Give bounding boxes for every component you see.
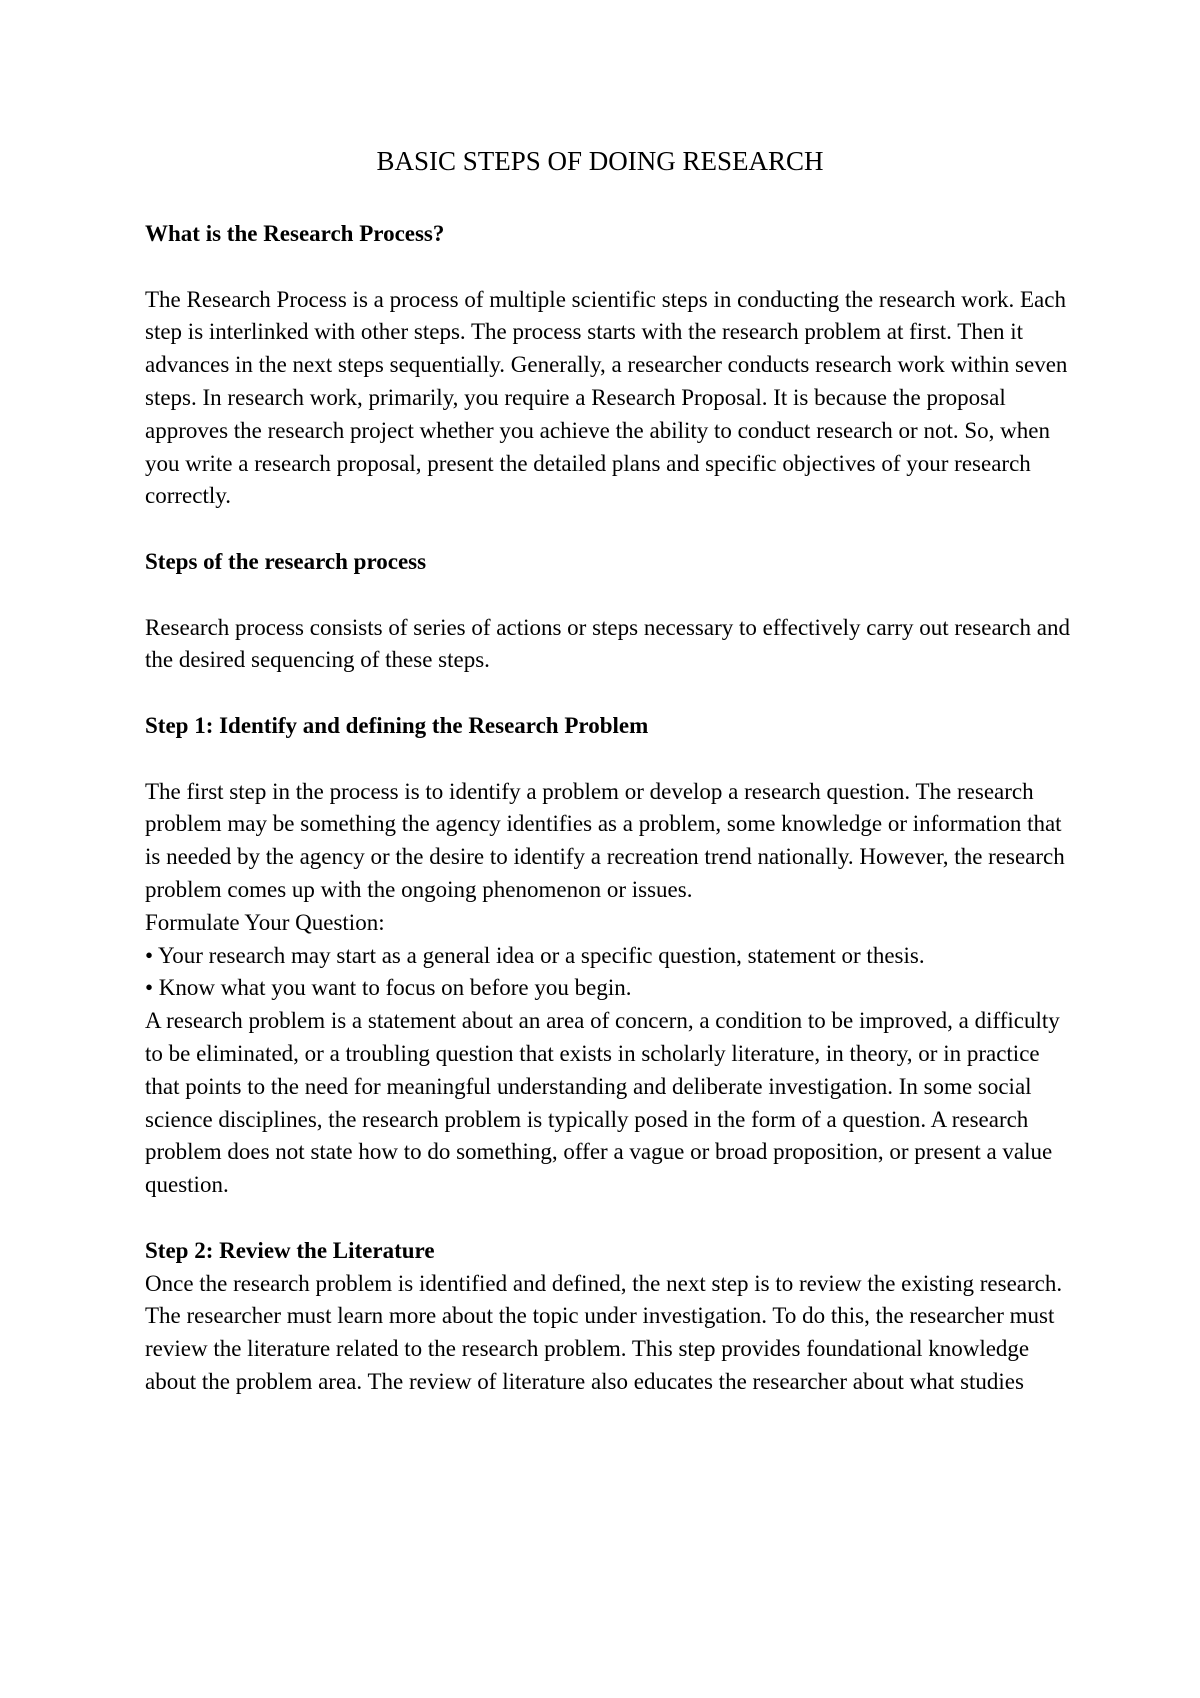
- step2-paragraph: Once the research problem is identified and defined, the next step is to review the existing research. The researcher must learn more about the topic under investigation. To do this, the researcher must review the literature related to the research problem. This step provides foundational knowledge about the problem area. The review of literature also educates the researcher about what studies: [145, 1270, 1063, 1394]
- step1-subheading: Formulate Your Question:: [145, 909, 385, 935]
- spacer: [145, 251, 1075, 284]
- paragraph-research-process: The Research Process is a process of multiple scientific steps in conducting the research work. Each step is interlinked with other steps. The process starts with the research problem at first. Then it advances in the next steps sequentially. Generally, a researcher conducts research work within seven steps. In research work, primarily, you require a Research Proposal. It is because the proposal approves the research project whether you achieve the ability to conduct research or not. So, when you write a research proposal, present the detailed plans and specific objectives of your research correctly.: [145, 286, 1068, 509]
- step1-paragraph-2: A research problem is a statement about an area of concern, a condition to be improved, a difficulty to be eliminated, or a troubling question that exists in scholarly literature, in theory, or in practice that points to the need for meaningful understanding and deliberate investigation. In some social science disciplines, the research problem is typically posed in the form of a question. A research problem does not state how to do something, offer a vague or broad proposition, or present a value question.: [145, 1008, 1060, 1198]
- spacer: [145, 743, 1075, 776]
- spacer: [145, 1202, 1075, 1235]
- step1-bullet: • Know what you want to focus on before you begin.: [145, 975, 632, 1001]
- step1-heading: Step 1: Identify and defining the Research Problem: [145, 712, 649, 738]
- step2-heading: Step 2: Review the Literature: [145, 1237, 435, 1263]
- step1-paragraph: The first step in the process is to identify a problem or develop a research question. The research problem may be something the agency identifies as a problem, some knowledge or information that is needed by the agency or the desire to identify a recreation trend nationally. However, the research problem comes up with the ongoing phenomenon or issues.: [145, 778, 1065, 902]
- spacer: [145, 677, 1075, 710]
- spacer: [145, 513, 1075, 546]
- document-title: BASIC STEPS OF DOING RESEARCH: [376, 146, 824, 176]
- step1-bullet: • Your research may start as a general idea or a specific question, statement or thesis.: [145, 942, 925, 968]
- section-heading-steps: Steps of the research process: [145, 548, 427, 574]
- section-heading-research-process: What is the Research Process?: [145, 221, 445, 246]
- paragraph-steps: Research process consists of series of actions or steps necessary to effectively carry out research and the desired sequencing of these steps.: [145, 614, 1070, 673]
- spacer: [145, 579, 1075, 612]
- document-body: [145, 218, 1075, 1399]
